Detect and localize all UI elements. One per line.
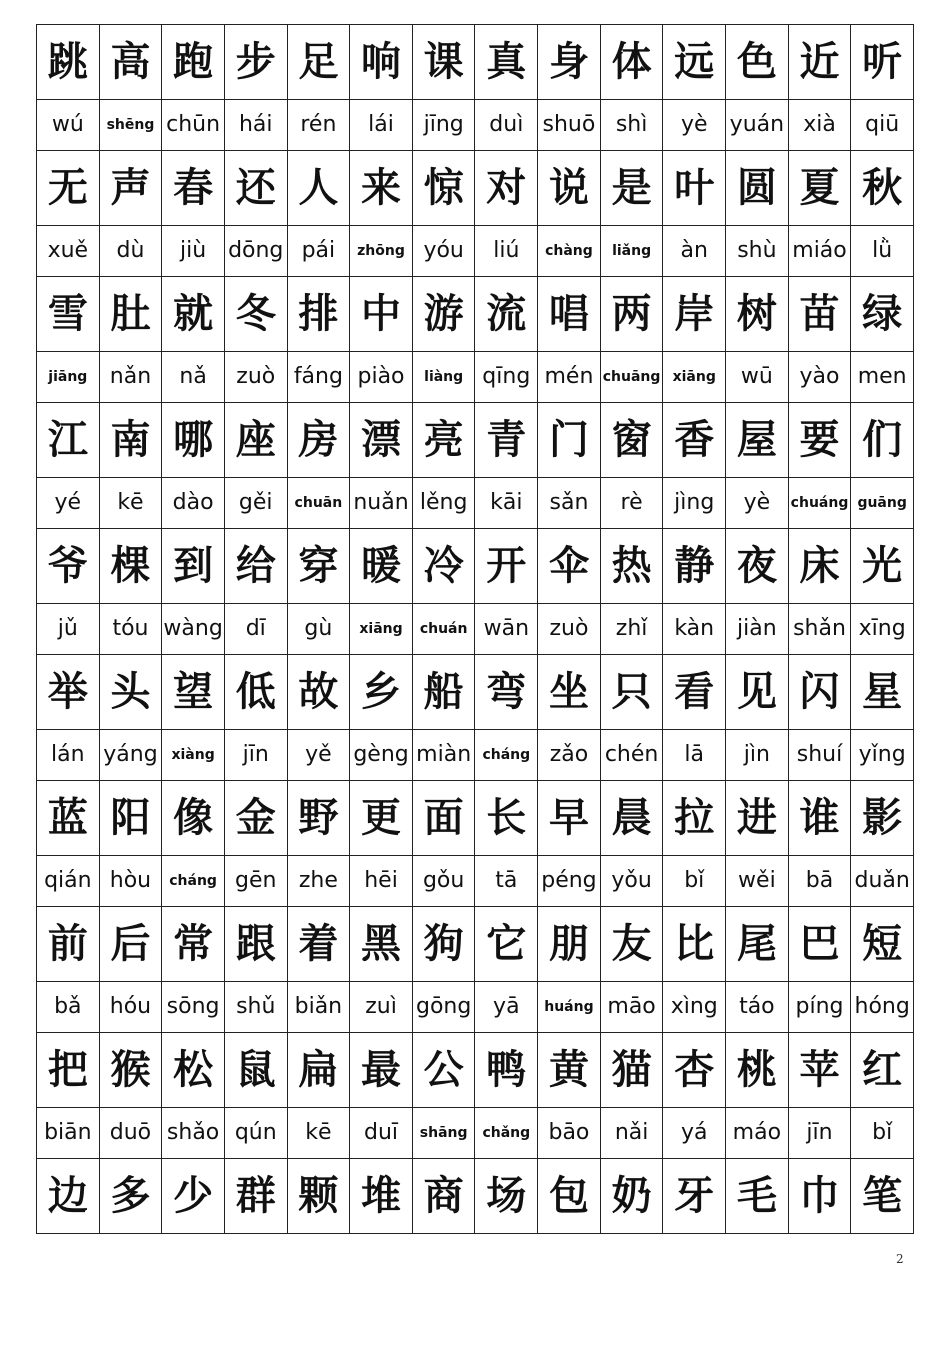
pinyin-cell: xīng: [851, 604, 914, 655]
pinyin-cell: táo: [726, 982, 789, 1033]
hanzi-cell: 远: [663, 25, 726, 100]
pinyin-cell: hái: [224, 100, 287, 151]
pinyin-cell: bǐ: [851, 1108, 914, 1159]
hanzi-cell: 窗: [600, 403, 663, 478]
hanzi-cell: 色: [726, 25, 789, 100]
hanzi-cell: 早: [538, 781, 601, 856]
pinyin-cell: chuāng: [600, 352, 663, 403]
pinyin-cell: shuō: [538, 100, 601, 151]
pinyin-cell: zuò: [538, 604, 601, 655]
hanzi-cell: 青: [475, 403, 538, 478]
hanzi-cell: 门: [538, 403, 601, 478]
pinyin-cell: biān: [37, 1108, 100, 1159]
pinyin-cell: yào: [788, 352, 851, 403]
hanzi-row: [37, 403, 914, 478]
hanzi-cell: 漂: [350, 403, 413, 478]
hanzi-cell: 晨: [600, 781, 663, 856]
hanzi-cell: 朋: [538, 907, 601, 982]
pinyin-cell: xuě: [37, 226, 100, 277]
pinyin-cell: yé: [37, 478, 100, 529]
pinyin-cell: xiàng: [162, 730, 225, 781]
pinyin-cell: qīng: [475, 352, 538, 403]
hanzi-cell: 座: [224, 403, 287, 478]
hanzi-cell: 猴: [99, 1033, 162, 1108]
hanzi-cell: 拉: [663, 781, 726, 856]
hanzi-cell: 香: [663, 403, 726, 478]
pinyin-cell: qún: [224, 1108, 287, 1159]
pinyin-cell: bǎ: [37, 982, 100, 1033]
pinyin-cell: xià: [788, 100, 851, 151]
hanzi-row: [37, 655, 914, 730]
pinyin-cell: shì: [600, 100, 663, 151]
pinyin-cell: yè: [663, 100, 726, 151]
hanzi-cell: 夜: [726, 529, 789, 604]
hanzi-cell: 跳: [37, 25, 100, 100]
pinyin-cell: wú: [37, 100, 100, 151]
hanzi-cell: 课: [412, 25, 475, 100]
hanzi-cell: 船: [412, 655, 475, 730]
hanzi-cell: 杏: [663, 1033, 726, 1108]
hanzi-cell: 像: [162, 781, 225, 856]
hanzi-cell: 高: [99, 25, 162, 100]
hanzi-cell: 光: [851, 529, 914, 604]
pinyin-cell: gōng: [412, 982, 475, 1033]
hanzi-cell: 开: [475, 529, 538, 604]
pinyin-cell: shù: [726, 226, 789, 277]
hanzi-cell: 近: [788, 25, 851, 100]
hanzi-row: [37, 277, 914, 352]
pinyin-cell: shēng: [99, 100, 162, 151]
hanzi-cell: 给: [224, 529, 287, 604]
pinyin-cell: yè: [726, 478, 789, 529]
pinyin-cell: yā: [475, 982, 538, 1033]
hanzi-cell: 对: [475, 151, 538, 226]
character-table: [36, 24, 914, 1234]
hanzi-cell: 肚: [99, 277, 162, 352]
hanzi-cell: 体: [600, 25, 663, 100]
hanzi-cell: 故: [287, 655, 350, 730]
hanzi-cell: 黑: [350, 907, 413, 982]
hanzi-cell: 圆: [726, 151, 789, 226]
hanzi-row: [37, 151, 914, 226]
hanzi-cell: 桃: [726, 1033, 789, 1108]
pinyin-cell: hóu: [99, 982, 162, 1033]
hanzi-cell: 更: [350, 781, 413, 856]
hanzi-cell: 要: [788, 403, 851, 478]
pinyin-cell: lái: [350, 100, 413, 151]
pinyin-cell: gèng: [350, 730, 413, 781]
hanzi-cell: 星: [851, 655, 914, 730]
hanzi-cell: 苹: [788, 1033, 851, 1108]
hanzi-cell: 岸: [663, 277, 726, 352]
pinyin-cell: biǎn: [287, 982, 350, 1033]
pinyin-cell: jìng: [663, 478, 726, 529]
pinyin-cell: píng: [788, 982, 851, 1033]
hanzi-cell: 响: [350, 25, 413, 100]
pinyin-cell: cháng: [162, 856, 225, 907]
pinyin-cell: gěi: [224, 478, 287, 529]
hanzi-cell: 暖: [350, 529, 413, 604]
hanzi-cell: 雪: [37, 277, 100, 352]
pinyin-cell: kāi: [475, 478, 538, 529]
character-table-body: [37, 25, 914, 1234]
pinyin-cell: shǎo: [162, 1108, 225, 1159]
pinyin-cell: kē: [287, 1108, 350, 1159]
hanzi-cell: 边: [37, 1159, 100, 1234]
pinyin-cell: jiāng: [37, 352, 100, 403]
pinyin-cell: bāo: [538, 1108, 601, 1159]
hanzi-cell: 举: [37, 655, 100, 730]
pinyin-cell: dào: [162, 478, 225, 529]
pinyin-cell: yóu: [412, 226, 475, 277]
hanzi-cell: 屋: [726, 403, 789, 478]
pinyin-cell: jīng: [412, 100, 475, 151]
pinyin-cell: liú: [475, 226, 538, 277]
pinyin-cell: liàng: [412, 352, 475, 403]
hanzi-cell: 弯: [475, 655, 538, 730]
hanzi-cell: 巴: [788, 907, 851, 982]
pinyin-cell: zuò: [224, 352, 287, 403]
hanzi-cell: 颗: [287, 1159, 350, 1234]
pinyin-cell: zhe: [287, 856, 350, 907]
hanzi-cell: 前: [37, 907, 100, 982]
hanzi-cell: 友: [600, 907, 663, 982]
pinyin-cell: wěi: [726, 856, 789, 907]
hanzi-cell: 见: [726, 655, 789, 730]
pinyin-cell: zhōng: [350, 226, 413, 277]
hanzi-cell: 奶: [600, 1159, 663, 1234]
hanzi-cell: 流: [475, 277, 538, 352]
pinyin-cell: duō: [99, 1108, 162, 1159]
hanzi-cell: 巾: [788, 1159, 851, 1234]
pinyin-cell: yǒu: [600, 856, 663, 907]
hanzi-cell: 无: [37, 151, 100, 226]
hanzi-cell: 就: [162, 277, 225, 352]
hanzi-cell: 冬: [224, 277, 287, 352]
hanzi-cell: 头: [99, 655, 162, 730]
pinyin-cell: xìng: [663, 982, 726, 1033]
pinyin-row: [37, 982, 914, 1033]
hanzi-cell: 苗: [788, 277, 851, 352]
hanzi-cell: 狗: [412, 907, 475, 982]
hanzi-cell: 坐: [538, 655, 601, 730]
hanzi-cell: 多: [99, 1159, 162, 1234]
hanzi-cell: 堆: [350, 1159, 413, 1234]
hanzi-cell: 亮: [412, 403, 475, 478]
pinyin-cell: àn: [663, 226, 726, 277]
hanzi-row: [37, 781, 914, 856]
pinyin-cell: wān: [475, 604, 538, 655]
hanzi-cell: 进: [726, 781, 789, 856]
pinyin-cell: dù: [99, 226, 162, 277]
pinyin-cell: lǜ: [851, 226, 914, 277]
pinyin-cell: zǎo: [538, 730, 601, 781]
hanzi-cell: 两: [600, 277, 663, 352]
hanzi-cell: 跑: [162, 25, 225, 100]
pinyin-cell: tóu: [99, 604, 162, 655]
pinyin-cell: xiāng: [350, 604, 413, 655]
pinyin-cell: yáng: [99, 730, 162, 781]
hanzi-cell: 低: [224, 655, 287, 730]
pinyin-cell: máo: [726, 1108, 789, 1159]
hanzi-cell: 常: [162, 907, 225, 982]
hanzi-cell: 足: [287, 25, 350, 100]
pinyin-cell: liǎng: [600, 226, 663, 277]
pinyin-cell: jīn: [788, 1108, 851, 1159]
pinyin-row: [37, 352, 914, 403]
hanzi-cell: 鼠: [224, 1033, 287, 1108]
pinyin-cell: chuān: [287, 478, 350, 529]
hanzi-cell: 床: [788, 529, 851, 604]
hanzi-cell: 听: [851, 25, 914, 100]
hanzi-cell: 闪: [788, 655, 851, 730]
hanzi-cell: 谁: [788, 781, 851, 856]
pinyin-cell: shǔ: [224, 982, 287, 1033]
hanzi-cell: 房: [287, 403, 350, 478]
pinyin-cell: yuán: [726, 100, 789, 151]
pinyin-cell: men: [851, 352, 914, 403]
hanzi-cell: 静: [663, 529, 726, 604]
hanzi-cell: 声: [99, 151, 162, 226]
pinyin-cell: kē: [99, 478, 162, 529]
pinyin-cell: bǐ: [663, 856, 726, 907]
pinyin-cell: lěng: [412, 478, 475, 529]
hanzi-cell: 望: [162, 655, 225, 730]
hanzi-cell: 扁: [287, 1033, 350, 1108]
pinyin-cell: wū: [726, 352, 789, 403]
hanzi-cell: 把: [37, 1033, 100, 1108]
pinyin-cell: jǔ: [37, 604, 100, 655]
hanzi-row: [37, 907, 914, 982]
pinyin-cell: sǎn: [538, 478, 601, 529]
pinyin-cell: shuí: [788, 730, 851, 781]
hanzi-cell: 影: [851, 781, 914, 856]
hanzi-cell: 春: [162, 151, 225, 226]
pinyin-cell: zuì: [350, 982, 413, 1033]
pinyin-cell: chǎng: [475, 1108, 538, 1159]
hanzi-cell: 树: [726, 277, 789, 352]
pinyin-cell: miáo: [788, 226, 851, 277]
hanzi-cell: 穿: [287, 529, 350, 604]
pinyin-cell: cháng: [475, 730, 538, 781]
hanzi-cell: 阳: [99, 781, 162, 856]
pinyin-cell: gù: [287, 604, 350, 655]
hanzi-cell: 只: [600, 655, 663, 730]
pinyin-cell: gǒu: [412, 856, 475, 907]
hanzi-cell: 到: [162, 529, 225, 604]
hanzi-row: [37, 1159, 914, 1234]
pinyin-cell: nǎn: [99, 352, 162, 403]
hanzi-row: [37, 529, 914, 604]
hanzi-cell: 冷: [412, 529, 475, 604]
hanzi-cell: 毛: [726, 1159, 789, 1234]
hanzi-cell: 短: [851, 907, 914, 982]
hanzi-cell: 商: [412, 1159, 475, 1234]
hanzi-cell: 群: [224, 1159, 287, 1234]
hanzi-cell: 江: [37, 403, 100, 478]
pinyin-cell: shāng: [412, 1108, 475, 1159]
hanzi-cell: 黄: [538, 1033, 601, 1108]
pinyin-cell: dī: [224, 604, 287, 655]
hanzi-cell: 后: [99, 907, 162, 982]
pinyin-cell: dōng: [224, 226, 287, 277]
pinyin-cell: hóng: [851, 982, 914, 1033]
pinyin-cell: jīn: [224, 730, 287, 781]
pinyin-cell: duì: [475, 100, 538, 151]
hanzi-cell: 唱: [538, 277, 601, 352]
pinyin-cell: zhǐ: [600, 604, 663, 655]
pinyin-cell: miàn: [412, 730, 475, 781]
pinyin-row: [37, 478, 914, 529]
pinyin-cell: jiàn: [726, 604, 789, 655]
hanzi-cell: 人: [287, 151, 350, 226]
hanzi-cell: 着: [287, 907, 350, 982]
hanzi-cell: 是: [600, 151, 663, 226]
hanzi-cell: 猫: [600, 1033, 663, 1108]
pinyin-cell: duǎn: [851, 856, 914, 907]
pinyin-row: [37, 730, 914, 781]
hanzi-cell: 公: [412, 1033, 475, 1108]
hanzi-cell: 看: [663, 655, 726, 730]
hanzi-cell: 蓝: [37, 781, 100, 856]
pinyin-cell: jìn: [726, 730, 789, 781]
pinyin-cell: yǐng: [851, 730, 914, 781]
hanzi-cell: 热: [600, 529, 663, 604]
pinyin-cell: chuán: [412, 604, 475, 655]
hanzi-cell: 松: [162, 1033, 225, 1108]
hanzi-cell: 金: [224, 781, 287, 856]
pinyin-cell: rén: [287, 100, 350, 151]
pinyin-row: [37, 604, 914, 655]
hanzi-cell: 牙: [663, 1159, 726, 1234]
hanzi-cell: 爷: [37, 529, 100, 604]
hanzi-cell: 笔: [851, 1159, 914, 1234]
pinyin-cell: qián: [37, 856, 100, 907]
hanzi-cell: 叶: [663, 151, 726, 226]
pinyin-cell: nuǎn: [350, 478, 413, 529]
pinyin-cell: jiù: [162, 226, 225, 277]
hanzi-cell: 它: [475, 907, 538, 982]
hanzi-cell: 鸭: [475, 1033, 538, 1108]
pinyin-cell: hēi: [350, 856, 413, 907]
hanzi-cell: 比: [663, 907, 726, 982]
hanzi-cell: 排: [287, 277, 350, 352]
hanzi-cell: 跟: [224, 907, 287, 982]
pinyin-cell: shǎn: [788, 604, 851, 655]
pinyin-cell: bā: [788, 856, 851, 907]
hanzi-cell: 绿: [851, 277, 914, 352]
pinyin-cell: huáng: [538, 982, 601, 1033]
hanzi-cell: 长: [475, 781, 538, 856]
pinyin-cell: qiū: [851, 100, 914, 151]
pinyin-cell: kàn: [663, 604, 726, 655]
hanzi-cell: 游: [412, 277, 475, 352]
hanzi-cell: 少: [162, 1159, 225, 1234]
pinyin-cell: chàng: [538, 226, 601, 277]
pinyin-cell: péng: [538, 856, 601, 907]
hanzi-cell: 秋: [851, 151, 914, 226]
hanzi-cell: 中: [350, 277, 413, 352]
hanzi-cell: 南: [99, 403, 162, 478]
pinyin-cell: fáng: [287, 352, 350, 403]
pinyin-cell: duī: [350, 1108, 413, 1159]
hanzi-cell: 来: [350, 151, 413, 226]
pinyin-cell: guāng: [851, 478, 914, 529]
pinyin-cell: māo: [600, 982, 663, 1033]
hanzi-cell: 场: [475, 1159, 538, 1234]
pinyin-cell: lā: [663, 730, 726, 781]
pinyin-cell: sōng: [162, 982, 225, 1033]
pinyin-cell: xiāng: [663, 352, 726, 403]
hanzi-cell: 棵: [99, 529, 162, 604]
pinyin-cell: nǎi: [600, 1108, 663, 1159]
hanzi-row: [37, 25, 914, 100]
pinyin-row: [37, 1108, 914, 1159]
hanzi-cell: 乡: [350, 655, 413, 730]
hanzi-cell: 夏: [788, 151, 851, 226]
pinyin-cell: nǎ: [162, 352, 225, 403]
hanzi-cell: 步: [224, 25, 287, 100]
pinyin-cell: gēn: [224, 856, 287, 907]
hanzi-cell: 最: [350, 1033, 413, 1108]
hanzi-cell: 包: [538, 1159, 601, 1234]
pinyin-row: [37, 100, 914, 151]
pinyin-cell: chuáng: [788, 478, 851, 529]
pinyin-cell: lán: [37, 730, 100, 781]
pinyin-cell: rè: [600, 478, 663, 529]
pinyin-cell: chén: [600, 730, 663, 781]
pinyin-cell: yě: [287, 730, 350, 781]
hanzi-cell: 红: [851, 1033, 914, 1108]
hanzi-cell: 哪: [162, 403, 225, 478]
hanzi-cell: 说: [538, 151, 601, 226]
hanzi-cell: 尾: [726, 907, 789, 982]
hanzi-cell: 还: [224, 151, 287, 226]
hanzi-cell: 们: [851, 403, 914, 478]
pinyin-cell: piào: [350, 352, 413, 403]
hanzi-cell: 真: [475, 25, 538, 100]
pinyin-row: [37, 226, 914, 277]
pinyin-cell: hòu: [99, 856, 162, 907]
pinyin-cell: tā: [475, 856, 538, 907]
hanzi-cell: 伞: [538, 529, 601, 604]
pinyin-row: [37, 856, 914, 907]
hanzi-cell: 身: [538, 25, 601, 100]
hanzi-cell: 面: [412, 781, 475, 856]
hanzi-row: [37, 1033, 914, 1108]
page-number: 2: [896, 1252, 904, 1266]
pinyin-cell: pái: [287, 226, 350, 277]
pinyin-cell: chūn: [162, 100, 225, 151]
pinyin-cell: wàng: [162, 604, 225, 655]
pinyin-cell: mén: [538, 352, 601, 403]
pinyin-cell: yá: [663, 1108, 726, 1159]
hanzi-cell: 野: [287, 781, 350, 856]
hanzi-cell: 惊: [412, 151, 475, 226]
